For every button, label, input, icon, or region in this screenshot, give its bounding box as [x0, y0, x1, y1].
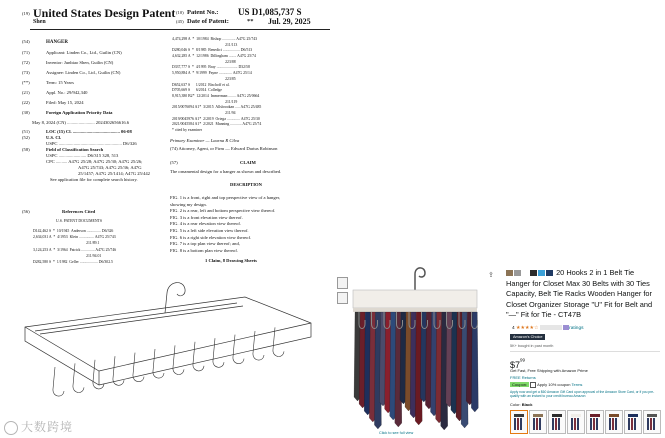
biblio-code: (58)	[22, 146, 30, 152]
num-10: (10)	[176, 10, 184, 15]
patent-hook-line	[253, 331, 264, 360]
product-main-image[interactable]	[349, 264, 481, 432]
biblio-code: (52)	[22, 134, 30, 140]
watermark-text: 大数跨境	[21, 420, 74, 434]
reference-entry: * cited by examiner	[172, 128, 203, 132]
primary-examiner: Primary Examiner — Laurna R Cilva	[170, 138, 240, 143]
reference-entry: D705,669 S 6/2014 Colledge	[172, 88, 222, 93]
patent-hook-line	[273, 327, 284, 356]
biblio-code: (22)	[22, 99, 30, 105]
search-cpc: CPC .......... A47G 25/28; A47G 25/30; A47G 25/26;	[46, 158, 143, 164]
variant-thumb-bar	[514, 414, 524, 417]
patent-hook-line	[53, 367, 64, 396]
claim-text: The ornamental design for a hanger as shown and described.	[170, 169, 282, 174]
claim-footer: 1 Claim, 8 Drawing Sheets	[205, 258, 257, 263]
header-divider	[30, 29, 330, 30]
reference-entry: D337,777 S * 4/1995 Bray ...................... D32/58	[172, 65, 250, 70]
search-cpc-cont: A47G 25/743; A47G 25/36; A47G	[78, 164, 142, 170]
description-line: FIG. 2 is a rear, left and bottom perspective view thereof.	[170, 208, 276, 214]
variant-thumb-tie	[612, 418, 614, 430]
variant-thumb-bar	[533, 414, 543, 417]
variant-thumb[interactable]	[567, 410, 585, 434]
ties-group	[354, 312, 478, 430]
product-title-block	[506, 268, 660, 321]
reference-entry: 2019/0045976 A1* 2/2019 Ortega .............. A47G 25/30	[172, 116, 260, 121]
date-label: Date of Patent:	[187, 18, 229, 25]
variant-thumb-tie	[577, 418, 579, 430]
assignee: Assignee: Linden Co., Ltd., Guilin (CN)	[46, 69, 121, 75]
variant-thumb-tie	[520, 418, 522, 430]
search-cpc-cont: 25/1457; A47G 25/1414; A47G 25/442	[78, 170, 150, 176]
reference-entry: 2015/0076094 A1* 3/2015 Allsbrookan ..... A47G 25/485	[172, 105, 262, 110]
reference-entry: D652,637 S 1/2012 Bischoff et al.	[172, 82, 230, 87]
color-swatch[interactable]	[530, 270, 537, 276]
color-row	[510, 402, 532, 407]
variant-thumb-tie	[552, 418, 554, 430]
reference-entry: 211/119	[172, 99, 238, 104]
rating-row[interactable]	[512, 325, 584, 331]
reference-entry: 211/94.01	[33, 253, 102, 258]
reference-entry: 8,915,380 B2* 12/2014 Immerman ........ A47G 25/0664	[172, 93, 260, 98]
price-whole: $7	[510, 360, 521, 370]
date-marks: **	[247, 18, 254, 25]
attorney: (74) Attorney, Agent, or Firm — Edward Darius Robinson	[170, 146, 278, 151]
search-uspc: USPC ........................ D6/315 328, 513	[46, 152, 119, 158]
patent-no-label: Patent No.:	[187, 9, 219, 16]
description-line: FIG. 4 is a rear elevation view thereof.	[170, 221, 242, 227]
patent-date: Jul. 29, 2025	[268, 17, 311, 26]
us-cl: U.S. Cl.	[46, 134, 62, 140]
product-title: 20 Hooks 2 in 1 Belt Tie Hanger for Closet Max 30 Belts with 30 Ties Capacity, Belt Tie Racks Wooden Hanger for Closet Organizer Storage "U" Fit for Belt and "—" Fit for Tie - CT47B	[506, 268, 653, 319]
biblio-code: (30)	[22, 109, 30, 115]
reference-entry: D282,580 S * 1/1982 Geller ................... D6/302.5	[33, 259, 113, 264]
claim-code: (57)	[170, 160, 178, 165]
description-line: showing my design.	[170, 201, 207, 207]
biblio-code: (21)	[22, 89, 30, 95]
watermark-logo	[4, 418, 73, 435]
reference-entry: D142,462 S * 10/1945 Anderson ............... D6/326	[33, 229, 114, 233]
rating-value: 4	[512, 326, 515, 331]
description-line: FIG. 7 is a top plan view thereof; and,	[170, 241, 240, 247]
description-line: FIG. 8 is a bottom plan view thereof.	[170, 247, 239, 253]
search-history-note: See application file for complete search history.	[50, 176, 138, 182]
variant-thumb-bar	[590, 414, 600, 417]
biblio-block	[22, 39, 164, 183]
coupon-row	[510, 382, 582, 388]
patent-hook-line	[153, 349, 164, 378]
variant-thumb-tie	[631, 418, 633, 430]
variant-thumb-tie	[533, 418, 535, 430]
applicant: Applicant: Linden Co., Ltd., Guilin (CN)	[46, 49, 122, 55]
refs-right-list	[172, 37, 261, 134]
free-returns-link[interactable]: FREE Returns	[510, 375, 536, 380]
reference-entry: 223/88	[172, 59, 236, 64]
patent-number: US D1,085,737 S	[238, 7, 302, 17]
reference-entry: 211/94	[172, 110, 236, 115]
refs-code: (56)	[22, 209, 30, 214]
amazons-choice-badge: Amazon's Choice	[510, 334, 545, 340]
variant-thumb-tie	[647, 418, 649, 430]
patent-document	[0, 0, 332, 438]
biblio-code: (51)	[22, 128, 30, 134]
color-value: Black	[521, 402, 533, 407]
reference-entry: 3,124,253 A * 3/1964 Patrick .............. A47G 25/746	[33, 247, 117, 252]
coupon-text: Apply 10% coupon	[537, 382, 571, 388]
reference-entry: 2021/0045584 A1* 2/2021 Manning ............ A47G 25/74	[172, 122, 262, 127]
biblio-code: (**)	[22, 79, 30, 85]
biblio-code: (72)	[22, 59, 30, 65]
refs-title: References Cited	[62, 209, 96, 214]
variant-thumb-tie	[558, 418, 560, 430]
variant-thumb-tie	[650, 418, 652, 430]
patent-office-title: United States Design Patent	[33, 6, 176, 20]
bought-count: 5K+ bought in past month	[510, 344, 554, 348]
variant-thumb[interactable]	[529, 410, 547, 434]
reference-entry: 4,632,285 A * 12/1986 Dillingham ........ A47G 25/74	[172, 54, 256, 59]
variant-thumb-tie	[590, 418, 592, 430]
reference-entry: 2,634,031 A * 4/1953 Klein ................ A47G 25/743	[33, 235, 116, 240]
variant-thumb[interactable]	[643, 410, 661, 434]
term: Term: 15 Years	[46, 79, 74, 85]
patent-hook-line	[73, 363, 84, 392]
reference-entry: 4,474,298 A * 10/1984 Bishop .............. A47G 25/743	[172, 37, 258, 41]
color-swatch[interactable]	[514, 270, 521, 276]
color-swatch[interactable]	[538, 270, 545, 276]
patent-hook-line	[213, 338, 224, 367]
variant-thumb-tie	[514, 418, 516, 430]
color-label: Color:	[510, 402, 521, 407]
reference-entry: 211/113	[172, 42, 238, 47]
color-swatch[interactable]	[506, 270, 513, 276]
num-19: (19)	[22, 11, 30, 16]
variant-thumb-tie	[574, 418, 576, 430]
appl-no: Appl. No.: 29/942,340	[46, 89, 88, 95]
ratings-count-link[interactable]: ratings	[569, 326, 584, 331]
coupon-label: Coupon:	[512, 382, 528, 388]
variant-thumb[interactable]	[605, 410, 623, 434]
variant-thumb-tie	[634, 418, 636, 430]
variant-thumb-tie	[536, 418, 538, 430]
description-line: FIG. 1 is a front, right and top perspective view of a hanger,	[170, 195, 281, 200]
priority-heading: Foreign Application Priority Data	[46, 109, 113, 115]
search-field-heading: Field of Classification Search	[46, 146, 104, 152]
hanger-patent-drawing	[15, 275, 315, 425]
click-to-zoom-link[interactable]: Click to see full view	[379, 431, 414, 435]
description-line: FIG. 6 is a right side elevation view thereof.	[170, 234, 252, 240]
reference-entry: D280,046 S * 8/1985 Benedict .................. D6/513	[172, 48, 253, 53]
reference-entry: 5,950,884 A * 9/1999 Payne .............. A47G 25/14	[172, 71, 252, 76]
variant-thumb-bar	[647, 414, 657, 417]
loc-class: LOC (15) Cl. ......................................... 06-08	[46, 128, 132, 134]
product-gallery	[334, 262, 484, 438]
store-card-offer[interactable]: Apply now and get a $60 Amazon Gift Card upon approval of the Amazon Store Card, or if you pre-qualify with an instant to your credit bureau Amazon	[510, 390, 655, 399]
description-line: FIG. 5 is a left side elevation view thereof.	[170, 227, 249, 233]
inventor: Inventor: Junbiao Shen, Guilin (CN)	[46, 59, 114, 65]
description-line: FIG. 3 is a front elevation view thereof.	[170, 214, 243, 220]
reference-entry: 223/85	[172, 76, 236, 81]
variant-thumb-tie	[628, 418, 630, 430]
variant-thumb[interactable]	[510, 410, 528, 434]
variant-thumb[interactable]	[548, 410, 566, 434]
description-title: DESCRIPTION	[230, 182, 262, 187]
description-list	[170, 195, 280, 254]
gallery-thumb[interactable]	[337, 292, 348, 304]
biblio-code: (54)	[22, 39, 30, 44]
coupon-checkbox[interactable]	[530, 382, 536, 388]
reference-entry: 211/89.1	[33, 241, 100, 246]
design-title: HANGER	[46, 40, 68, 45]
inventor-short: Shen	[33, 19, 46, 25]
refs-left-list	[33, 229, 116, 266]
variant-thumb-tie	[615, 418, 617, 430]
patent-hook-line	[133, 353, 144, 382]
coupon-terms-link[interactable]: Terms	[571, 382, 583, 388]
product-info-panel	[486, 262, 662, 438]
variant-thumb-tie	[517, 418, 519, 430]
patent-hook-line	[173, 345, 184, 374]
priority-data: May 8, 2024 (CN) ........................ 2024302656616.6	[32, 119, 130, 125]
variant-thumb-tie	[609, 418, 611, 430]
variant-thumb-bar	[571, 414, 581, 417]
variant-thumb-bar	[552, 414, 562, 417]
variant-thumb-bar	[609, 414, 619, 417]
patent-hook-line	[193, 342, 204, 371]
variant-thumb[interactable]	[624, 410, 642, 434]
star-rating-icon: ★★★★☆	[516, 325, 539, 331]
shipping-info[interactable]: Get Fast, Free Shipping with Amazon Prime	[510, 368, 588, 373]
biblio-code: (71)	[22, 49, 30, 55]
variant-thumb-tie	[653, 418, 655, 430]
hanger-hooks	[53, 327, 284, 396]
biblio-code: (73)	[22, 69, 30, 75]
variant-thumb-tie	[593, 418, 595, 430]
variant-thumb-bar	[628, 414, 638, 417]
variant-thumb-tie	[596, 418, 598, 430]
gallery-thumb[interactable]	[337, 277, 348, 289]
price-cents: 99	[520, 357, 526, 363]
patent-hook-line	[233, 335, 244, 364]
share-icon[interactable]: ⇪	[488, 272, 494, 279]
variant-thumb[interactable]	[586, 410, 604, 434]
uspc: USPC ....................................................... D6/326	[46, 140, 137, 146]
refs-subtitle: U.S. PATENT DOCUMENTS	[56, 219, 102, 223]
variant-thumb-tie	[539, 418, 541, 430]
claim-title: CLAIM	[240, 160, 256, 165]
variant-thumb-tie	[571, 418, 573, 430]
color-swatch[interactable]	[546, 270, 553, 276]
filed-date: Filed: May 15, 2024	[46, 99, 84, 105]
variant-thumb-tie	[555, 418, 557, 430]
num-45: (45)	[176, 19, 184, 24]
